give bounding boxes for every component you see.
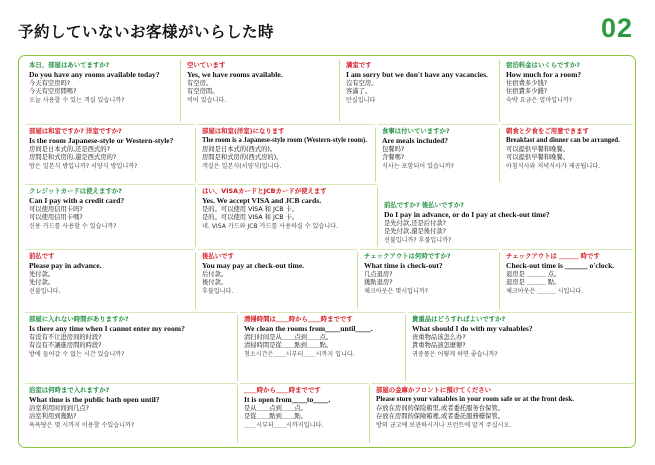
phrase-korean: 네. VISA 카드와 JCB 카드를 사용하실 수 있습니다. (202, 223, 338, 231)
phrase-chinese-traditional: 客滿了。 (346, 88, 372, 96)
phrase-chinese-simplified: 是先付款,还是后付款? (384, 219, 447, 227)
phrase-heading: 部屋は和室ですか? 洋室ですか? (29, 127, 122, 135)
phrase-english: How much for a room? (506, 70, 582, 79)
phrase-heading: 部屋の金庫かフロントに預けてください (376, 386, 492, 394)
phrase-chinese-traditional: 浴室利用到幾點? (29, 413, 77, 421)
phrase-cell (25, 124, 195, 174)
phrase-cell (378, 124, 498, 174)
phrase-cell (198, 249, 357, 299)
phrase-chinese-simplified: 存放在房间的保险箱里,或者委托服务台保管。 (376, 404, 504, 412)
phrase-chinese-traditional: 幾點退房? (364, 279, 393, 287)
phrase-chinese-traditional: 有空房間。 (187, 88, 219, 96)
phrase-cell (25, 59, 180, 108)
phrase-cell (25, 249, 195, 299)
phrase-cell (502, 124, 633, 174)
phrase-heading: 前払です (29, 252, 55, 260)
phrase-chinese-simplified: 包餐吗? (382, 145, 405, 153)
phrase-chinese-traditional: 房間是和式房的(西式房的)。 (202, 154, 283, 162)
phrase-heading: 宿泊料金はいくらですか? (506, 61, 580, 69)
phrase-cell (502, 249, 633, 299)
phrase-heading: 部屋は和室(洋室)になります (202, 127, 285, 135)
column-divider (180, 60, 181, 122)
phrase-chinese-traditional: 是先付款,還是後付款? (384, 228, 447, 236)
phrase-heading: ＿＿時から＿＿時までです (244, 386, 321, 394)
column-divider (369, 385, 370, 443)
phrase-english: Yes. We accept VISA and JCB cards. (202, 196, 322, 205)
phrase-chinese-simplified: 沒有空房。 (346, 79, 378, 87)
phrase-cell (380, 199, 632, 248)
phrase-english: Is there any time when I cannot enter my room? (29, 324, 185, 333)
phrase-heading: 朝食と夕食をご用意できます (506, 127, 590, 135)
phrase-korean: 신용 카드를 사용할 수 있습니까? (29, 223, 117, 231)
phrase-chinese-simplified: 住宿费多少钱? (506, 79, 548, 87)
column-divider (499, 60, 500, 122)
phrase-heading: 清掃時間は＿＿時から＿＿時までです (244, 315, 353, 323)
phrase-chinese-traditional: 可以使用信用卡嗎? (29, 214, 83, 222)
phrase-english: What time is the public bath open until? (29, 395, 160, 404)
column-divider (195, 187, 196, 247)
phrase-cell (372, 383, 634, 433)
phrase-english: Yes, we have rooms available. (187, 70, 283, 79)
phrase-heading: チェックアウトは何時ですか? (364, 252, 451, 260)
phrase-chinese-traditional: 房間是和式房的,還是西式房的? (29, 154, 117, 162)
phrase-english: Do you have any rooms available today? (29, 70, 160, 79)
phrase-chinese-simplified: 清扫时间是从＿＿点到＿＿点。 (244, 333, 333, 341)
phrase-chinese-simplified: 可以提供早餐和晚餐。 (506, 145, 569, 153)
phrase-korean: 방은 일본식 방입니까? 서양식 방입니까? (29, 163, 138, 171)
phrase-heading: 食事は付いていますか? (382, 127, 450, 135)
phrase-chinese-simplified: 房间是日本式的(西式的)。 (202, 145, 277, 153)
column-divider (499, 252, 500, 309)
phrase-chinese-simplified: 先付款。 (29, 270, 55, 278)
phrase-chinese-simplified: 有空房。 (187, 79, 213, 87)
phrase-chinese-traditional: 存放在房間的保險箱裡,或者委託服務檯保管。 (376, 413, 504, 421)
column-divider (237, 385, 238, 443)
phrase-korean: 체크아웃은 ＿＿＿ 시입니다. (506, 288, 584, 296)
phrase-heading: 浴室は何時まで入れますか? (29, 386, 110, 394)
phrase-chinese-traditional: 是的。可以使用 VISA 和 JCB 卡。 (202, 214, 299, 222)
phrase-english: What time is check-out? (364, 261, 443, 270)
phrase-chinese-simplified: 后付款。 (202, 270, 228, 278)
phrase-heading: クレジットカードは使えますか? (29, 187, 122, 195)
phrase-english: Can I pay with a credit card? (29, 196, 125, 205)
phrase-chinese-simplified: 有没有不让进房间的时段? (29, 333, 102, 341)
phrase-english: Please pay in advance. (29, 261, 102, 270)
phrase-korean: 청소시간은＿＿시부터＿＿시까지 입니다. (244, 351, 355, 359)
column-divider (339, 60, 340, 122)
phrase-heading: はい、VISAカードとJCBカードが使えます (202, 187, 327, 195)
phrase-korean: 방에 들어갈 수 없는 시간 있습니까? (29, 351, 125, 359)
phrase-english: It is open from＿＿to＿＿. (244, 395, 331, 404)
phrase-cell (25, 184, 195, 234)
phrase-heading: チェックアウトは ＿＿＿ 時です (506, 252, 600, 260)
phrase-korean: 객실은 일본식(서양식)입니다. (202, 163, 282, 171)
phrase-korean: 오늘 사용할 수 있는 객실 있습니까? (29, 97, 125, 105)
phrase-chinese-simplified: 退房是 ＿＿＿ 点。 (506, 270, 561, 278)
phrase-english: Please store your valuables in your room safe or at the front desk. (376, 395, 575, 403)
phrase-korean: 후불입니다. (202, 288, 234, 296)
page-number: 02 (600, 13, 633, 43)
phrase-english: Is the room Japanese-style or Western-style? (29, 136, 174, 145)
phrase-english: We clean the rooms from＿＿until＿＿. (244, 324, 373, 333)
phrase-cell (183, 59, 338, 108)
phrase-heading: 貴重品はどうすればよいですか? (412, 315, 506, 323)
phrase-chinese-simplified: 是从＿＿点到＿＿点。 (244, 404, 307, 412)
phrase-chinese-simplified: 浴室利用时间到几点? (29, 404, 90, 412)
phrase-korean: 욕욕탕은 몇 시까지 이용할 수있습니까? (29, 422, 135, 430)
phrase-cell (408, 312, 632, 362)
phrase-chinese-simplified: 贵重物品该怎么办? (412, 333, 466, 341)
phrase-english: Are meals included? (382, 136, 449, 145)
phrase-korean: 체크아웃은 몇시입니까? (364, 288, 429, 296)
column-divider (405, 315, 406, 381)
phrase-english: Check-out time is ＿＿＿ o'clock. (506, 261, 615, 270)
phrase-english: Breakfast and dinner can be arranged. (506, 137, 620, 144)
phrase-english: Do I pay in advance, or do I pay at check-out time? (384, 210, 550, 219)
phrase-english: I am sorry but we don't have any vacancies. (346, 70, 488, 79)
phrase-heading: 前払ですか? 後払いですか? (384, 201, 464, 209)
phrase-chinese-traditional: 有沒有不讓進房間的時段? (29, 342, 102, 350)
phrase-cell (240, 383, 369, 433)
phrase-korean: 비어 있습니다. (187, 97, 227, 105)
column-divider (375, 128, 376, 182)
phrase-korean: 귀중품은 어떻게 하면 좋습니까? (412, 351, 498, 359)
column-divider (357, 252, 358, 309)
phrase-korean: 선불입니다. (29, 288, 61, 296)
phrase-chinese-simplified: 今天有空房吗? (29, 79, 71, 87)
phrase-chinese-traditional: 可以提供早餐和晚餐。 (506, 154, 569, 162)
phrase-heading: 満室です (346, 61, 372, 69)
phrase-heading: 後払いです (202, 252, 234, 260)
phrase-english: You may pay at check-out time. (202, 261, 305, 270)
phrase-cell (360, 249, 499, 299)
phrase-chinese-traditional: 清掃時間是從＿＿點到＿＿點。 (244, 342, 333, 350)
column-divider (195, 252, 196, 309)
phrase-chinese-traditional: 先付款。 (29, 279, 55, 287)
phrase-cell (240, 312, 405, 362)
phrase-panel (18, 55, 636, 448)
phrase-chinese-traditional: 退房是 ＿＿＿ 點。 (506, 279, 561, 287)
phrase-chinese-simplified: 是的。可以使用 VISA 和 JCB 卡。 (202, 205, 299, 213)
phrase-cell (198, 124, 375, 174)
column-divider (237, 315, 238, 381)
phrase-heading: 空いています (187, 61, 226, 69)
phrase-chinese-traditional: 後付款。 (202, 279, 228, 287)
phrase-korean: 선불입니까? 후불입니까? (384, 237, 452, 245)
column-divider (377, 187, 378, 247)
phrase-korean: 식사는 포함되어 있습니까? (382, 163, 454, 171)
phrase-cell (25, 312, 237, 362)
phrase-chinese-traditional: 住宿費多少錢? (506, 88, 548, 96)
phrase-english: The room is a Japanese-style room (Western-style room). (202, 137, 367, 144)
phrase-chinese-traditional: 含餐嗎? (382, 154, 405, 162)
column-divider (195, 128, 196, 182)
phrase-chinese-simplified: 几点退房? (364, 270, 393, 278)
phrase-korean: 숙박 요금은 얼마입니까? (506, 97, 572, 105)
phrase-chinese-traditional: 今天有空房間嗎? (29, 88, 77, 96)
page-title: 予約していないお客様がいらした時 (18, 23, 275, 41)
phrase-heading: 本日、部屋はあいてますか? (29, 61, 110, 69)
column-divider (499, 128, 500, 182)
phrase-chinese-simplified: 可以使用信用卡吗? (29, 205, 83, 213)
phrase-cell (25, 383, 237, 433)
phrase-english: What should I do with my valuables? (412, 324, 533, 333)
phrase-chinese-traditional: 是從＿＿點到＿＿點。 (244, 413, 307, 421)
phrase-korean: 방의 금고에 보관하시거나 프런트에 맡겨 주십시오. (376, 422, 512, 430)
phrase-korean: ＿＿시부터＿＿시까지입니다. (244, 422, 324, 430)
phrase-cell (198, 184, 377, 234)
phrase-korean: 만실입니다 (346, 97, 376, 105)
phrase-chinese-traditional: 貴重物品該怎麼辦? (412, 342, 466, 350)
phrase-cell (502, 59, 632, 108)
phrase-chinese-simplified: 房间是日本式的,还是西式的? (29, 145, 110, 153)
phrase-cell (342, 59, 498, 108)
phrase-korean: 아침식사와 저녁식사가 제공됩니다. (506, 163, 601, 171)
phrase-heading: 部屋に入れない時間がありますか? (29, 315, 129, 323)
